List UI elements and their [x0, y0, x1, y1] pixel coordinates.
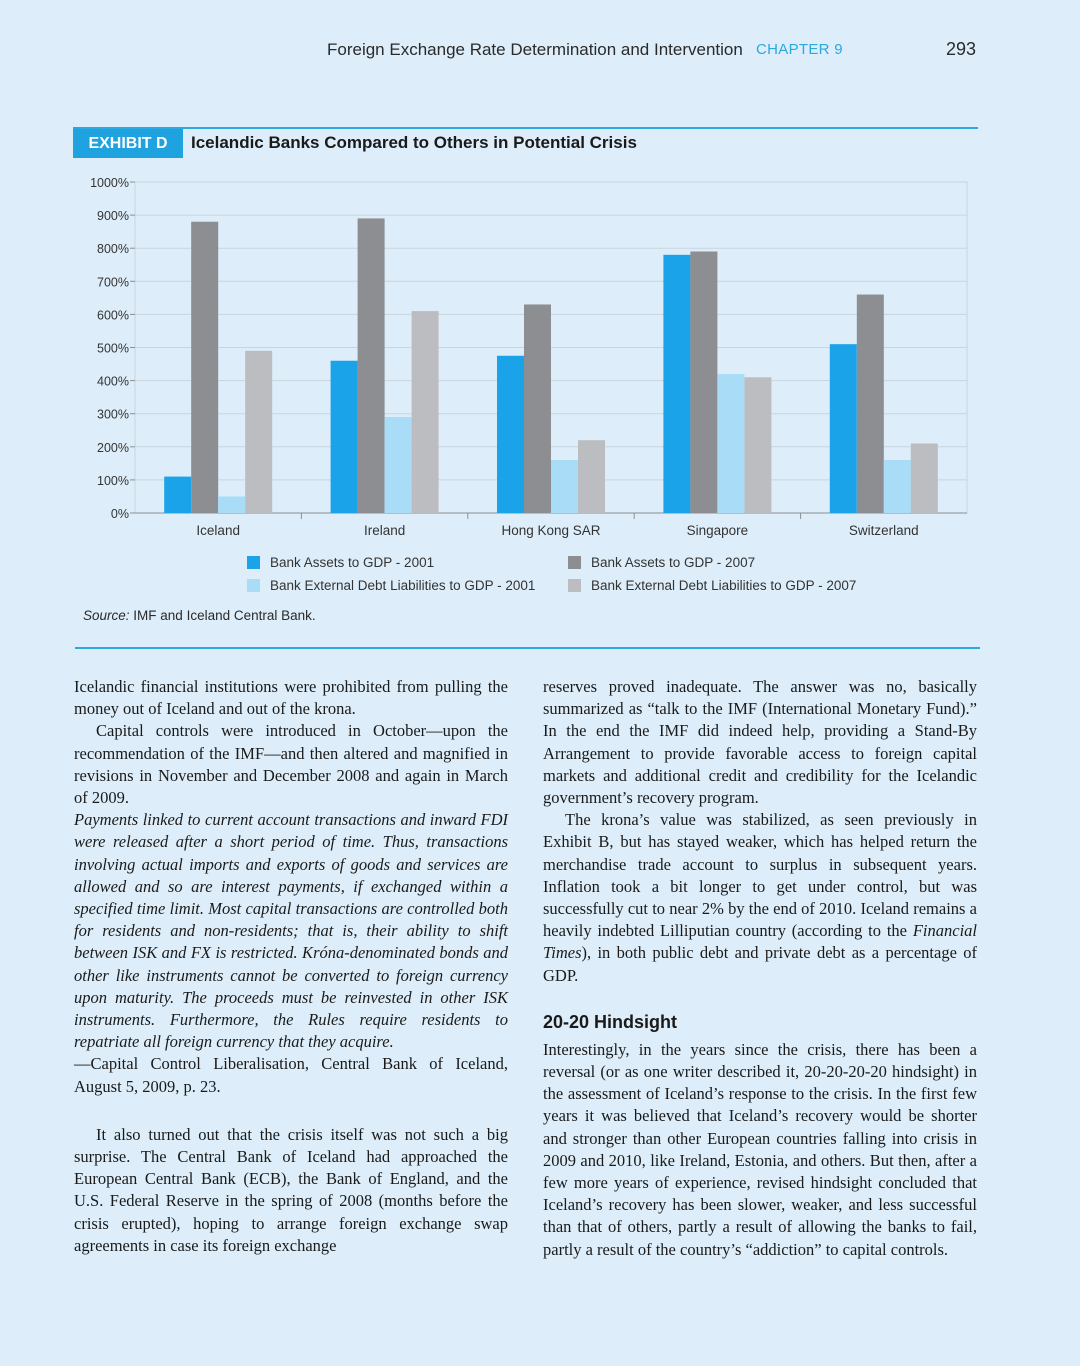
x-tick-label: Switzerland	[848, 523, 919, 538]
y-tick-label: 700%	[97, 275, 129, 290]
bar	[717, 374, 744, 513]
y-tick-label: 500%	[97, 341, 129, 356]
page-number: 293	[946, 39, 977, 59]
x-tick-label: Iceland	[196, 523, 240, 538]
paragraph-text: ), in both public debt and private debt as a percentage of GDP.	[543, 943, 977, 985]
bar	[412, 311, 439, 513]
legend-swatch	[247, 579, 260, 592]
source-prefix: Source:	[83, 608, 130, 623]
y-tick-label: 800%	[97, 242, 129, 257]
bar	[331, 361, 358, 513]
legend-swatch	[568, 579, 581, 592]
paragraph	[543, 809, 977, 987]
bar	[744, 377, 771, 513]
bar	[524, 304, 551, 513]
x-tick-label: Ireland	[363, 523, 406, 538]
y-tick-label: 1000%	[90, 176, 129, 190]
y-tick-label: 600%	[97, 308, 129, 323]
legend-label: Bank Assets to GDP - 2001	[270, 555, 435, 570]
legend-swatch	[568, 556, 581, 569]
x-tick-label: Singapore	[686, 523, 749, 538]
bar	[830, 344, 857, 513]
publication-title: Financial Times	[543, 921, 977, 963]
quote-attribution: —Capital Control Liberalisation, Central Bank of Iceland, August 5, 2009, p. 23.	[74, 1054, 508, 1096]
legend-label: Bank External Debt Liabilities to GDP - 2007	[591, 578, 857, 593]
bar	[385, 417, 412, 513]
bar	[663, 255, 690, 513]
section-heading: 20-20 Hindsight	[543, 1011, 678, 1032]
exhibit-title: Icelandic Banks Compared to Others in Potential Crisis	[191, 133, 637, 152]
bar	[911, 443, 938, 513]
bar	[857, 295, 884, 513]
y-tick-label: 300%	[97, 407, 129, 422]
bar	[358, 218, 385, 513]
y-tick-label: 100%	[97, 473, 129, 488]
exhibit-bottom-rule	[75, 647, 980, 649]
y-tick-label: 900%	[97, 209, 129, 224]
left-column	[74, 676, 508, 1257]
y-tick-label: 400%	[97, 374, 129, 389]
bar	[191, 222, 218, 513]
exhibit-top-rule	[73, 127, 978, 129]
bar	[164, 477, 191, 513]
exhibit-source	[83, 608, 316, 623]
paragraph-text: The krona’s value was stabilized, as seen previously in Exhibit B, but has stayed weaker, which has helped return the merchandise trade account to surplus in subsequent years. Inflation took a bit longer to get under control, but was successfully cut to near 2% by the end of 2010. Iceland remains a heavily indebted Lilliputian country (according to the	[543, 810, 977, 941]
bar	[245, 351, 272, 513]
running-head-title: Foreign Exchange Rate Determination and Intervention	[327, 40, 743, 59]
legend-swatch	[247, 556, 260, 569]
exhibit-bar-chart	[0, 165, 1080, 605]
block-quote: Payments linked to current account transactions and inward FDI were released after a short period of time. Thus, transactions involving actual imports and exports of goods and services are allowed and so are interest payments, if exchanged within a specified time limit. Most capital transactions are controlled both for residents and non-residents; that is, their ability to shift between ISK and FX is restricted. Króna-denominated bonds and other like instruments cannot be converted to foreign currency upon maturity. The proceeds must be reinvested in other ISK instruments. Furthermore, the Rules require residents to repatriate all foreign currency that they acquire.	[74, 810, 508, 1052]
chapter-label: CHAPTER 9	[756, 41, 843, 58]
paragraph: reserves proved inadequate. The answer was no, basically summarized as “talk to the IMF (International Monetary Fund).” In the end the IMF did indeed help, providing a Stand-By Arrangement to provide favorable access to foreign capital markets and additional credit and credibility for the Icelandic government’s recovery program.	[543, 677, 977, 808]
bar	[690, 252, 717, 513]
bar	[551, 460, 578, 513]
paragraph: Icelandic financial institutions were prohibited from pulling the money out of Iceland and out of the krona.	[74, 677, 508, 719]
exhibit-label: EXHIBIT D	[73, 129, 183, 158]
right-column	[543, 676, 977, 1261]
bar	[497, 356, 524, 513]
paragraph: Capital controls were introduced in October—upon the recommendation of the IMF—and then altered and magnified in revisions in November and December 2008 and again in March of 2009.	[74, 721, 508, 808]
legend-label: Bank Assets to GDP - 2007	[591, 555, 756, 570]
bar	[218, 496, 245, 513]
paragraph: It also turned out that the crisis itself was not such a big surprise. The Central Bank of Iceland had approached the European Central Bank (ECB), the Bank of England, and the U.S. Federal Reserve in the spring of 2008 (months before the crisis erupted), hoping to arrange foreign exchange swap agreements in case its foreign exchange	[74, 1124, 508, 1255]
x-tick-label: Hong Kong SAR	[501, 523, 601, 538]
y-tick-label: 0%	[110, 507, 129, 521]
running-head	[0, 38, 1080, 62]
legend-label: Bank External Debt Liabilities to GDP - 2001	[270, 578, 536, 593]
source-text: IMF and Iceland Central Bank.	[133, 608, 316, 623]
y-tick-label: 200%	[97, 440, 129, 455]
bar	[884, 460, 911, 513]
paragraph: Interestingly, in the years since the crisis, there has been a reversal (or as one writer described it, 20-20-20-20 hindsight) in the assessment of Iceland’s response to the crisis. In the first few years it was believed that Iceland’s recovery would be shorter and stronger than other European countries falling into crisis in 2009 and 2010, like Ireland, Estonia, and others. But then, after a few more years of experience, revised hindsight concluded that Iceland’s recovery has been slower, weaker, and less successful than that of others, partly a result of allowing the banks to fail, partly a result of the country’s “addiction” to capital controls.	[543, 1039, 977, 1259]
bar	[578, 440, 605, 513]
